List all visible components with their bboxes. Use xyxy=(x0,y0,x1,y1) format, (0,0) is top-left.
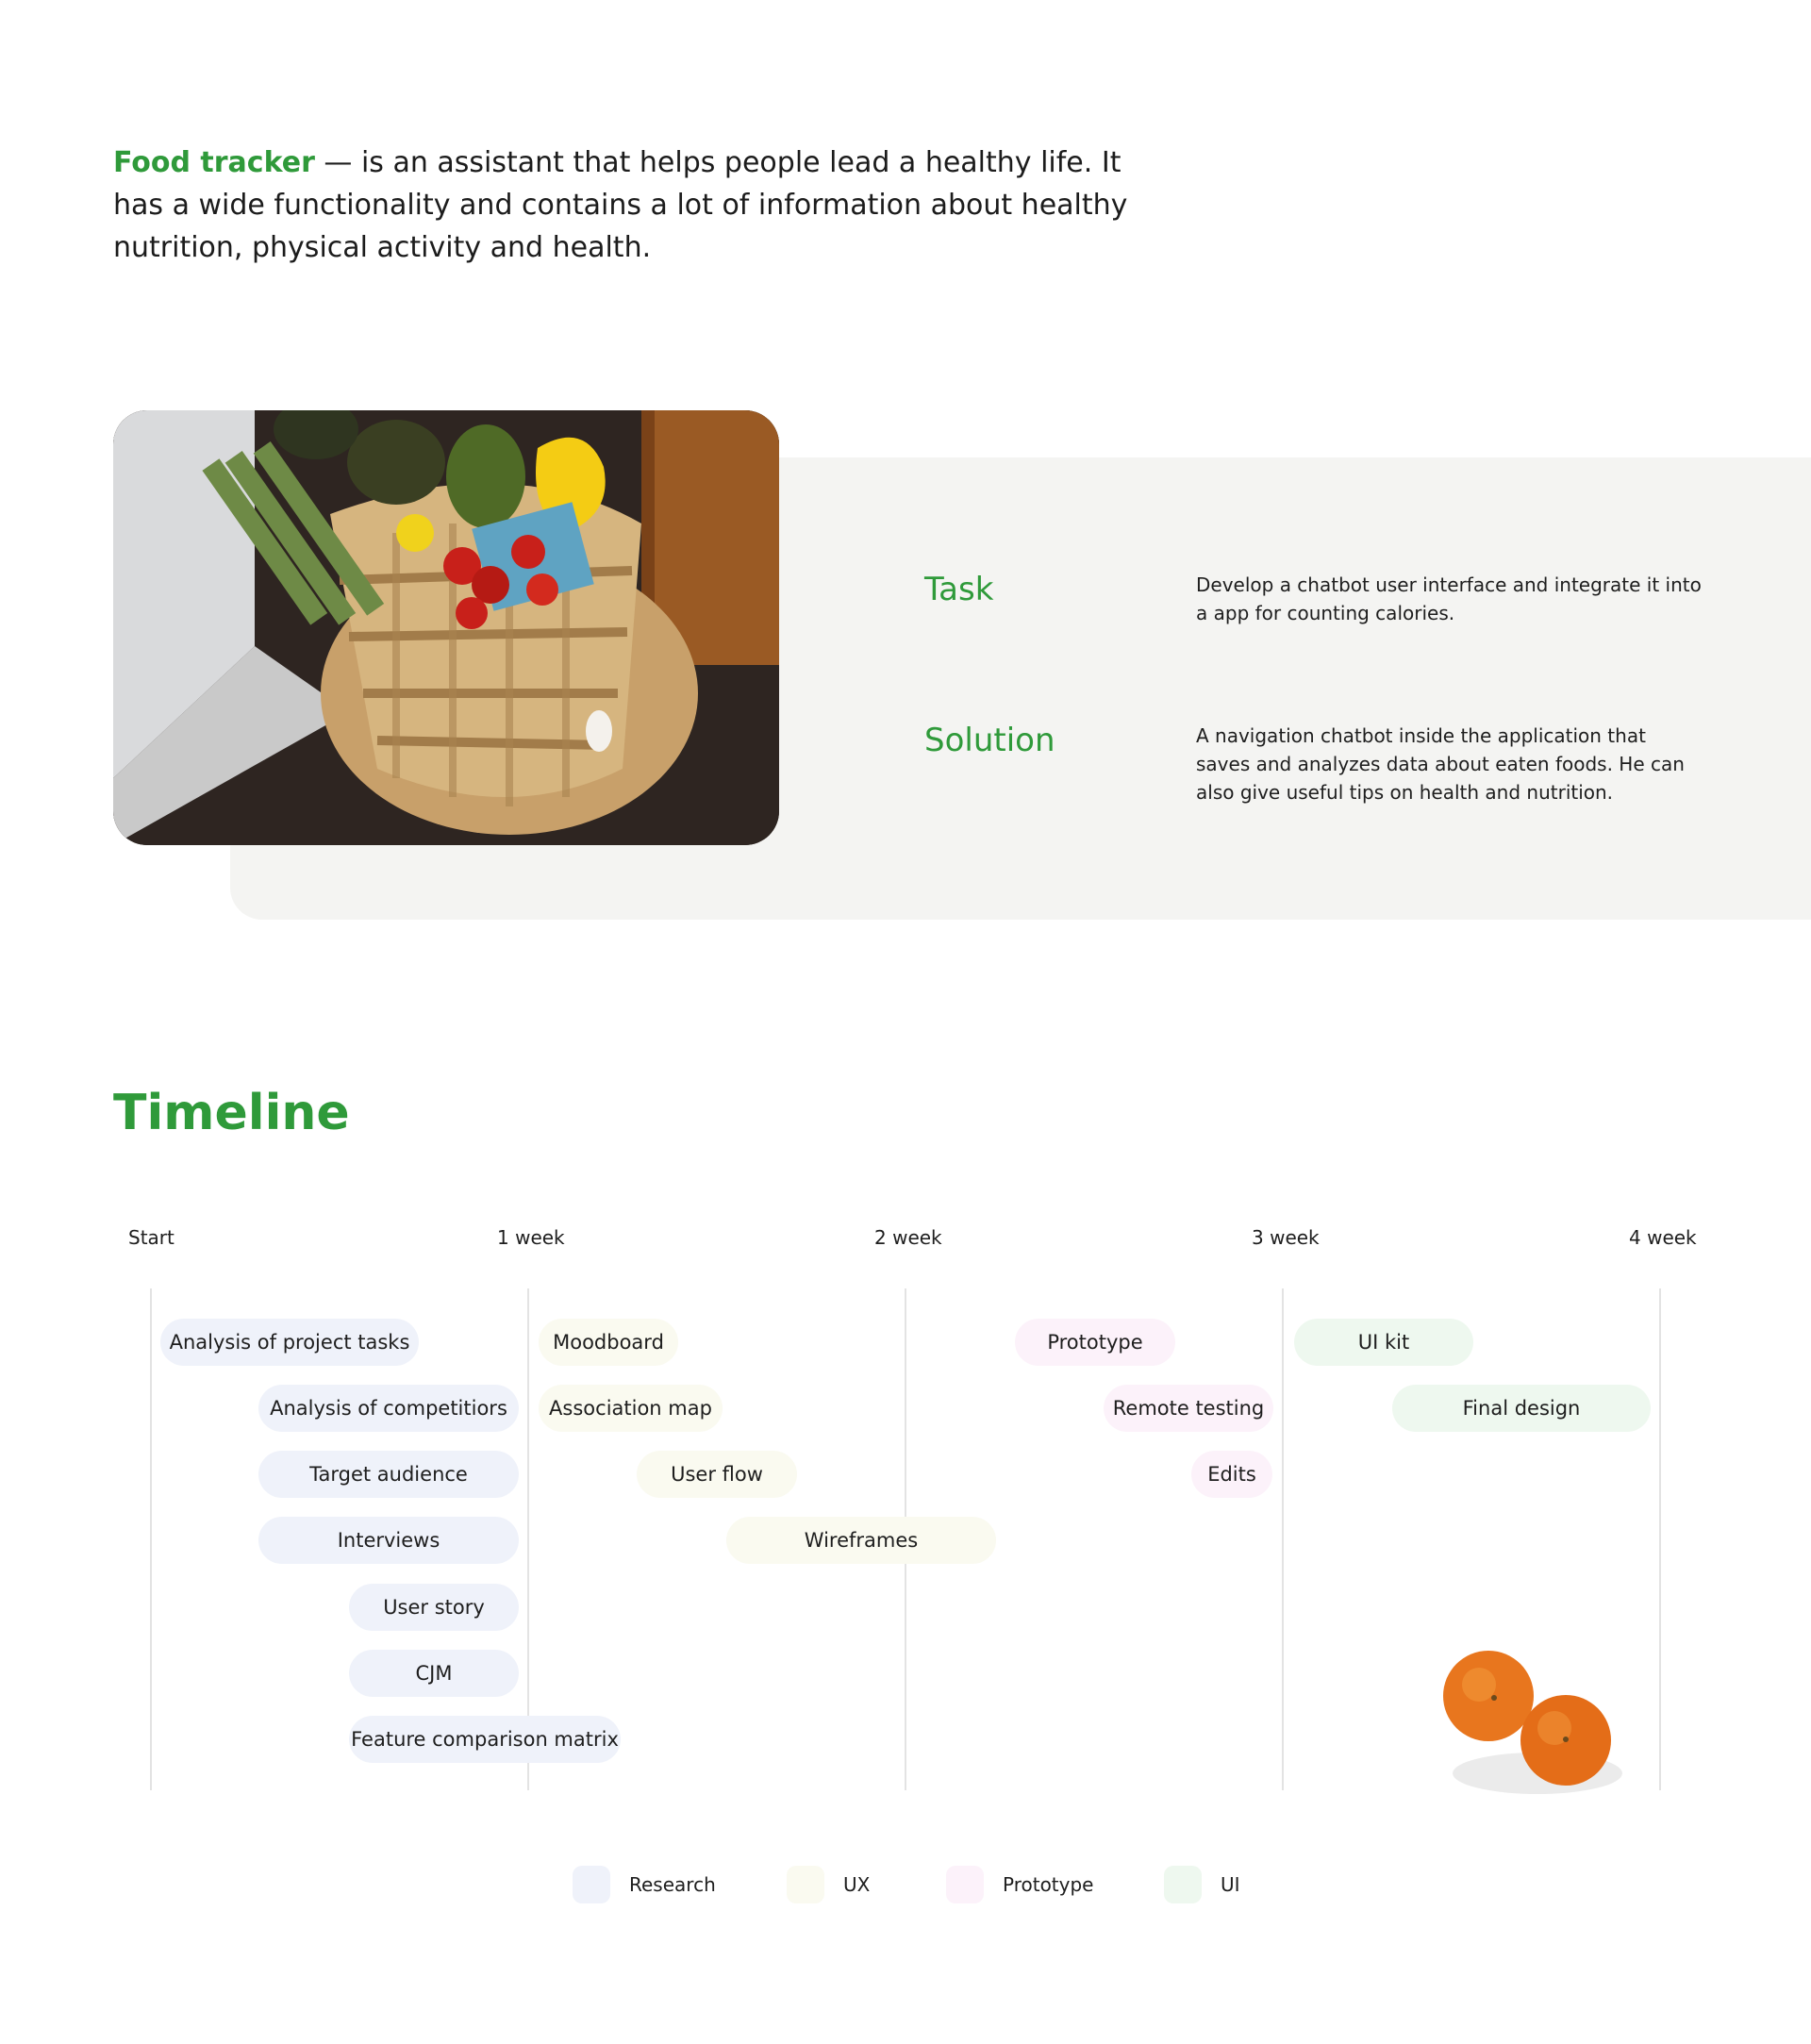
legend-label-research: Research xyxy=(629,1873,716,1896)
oranges-photo xyxy=(1434,1641,1632,1802)
task-moodboard: Moodboard xyxy=(539,1319,678,1366)
task-analysis-of-project-tasks: Analysis of project tasks xyxy=(160,1319,419,1366)
timeline-title: Timeline xyxy=(113,1085,350,1141)
legend-swatch-prototype xyxy=(946,1866,984,1903)
legend-swatch-ui xyxy=(1164,1866,1202,1903)
legend-label-ui: UI xyxy=(1221,1873,1240,1896)
axis-label-week-4: 4 week xyxy=(1629,1226,1697,1249)
task-edits: Edits xyxy=(1191,1451,1272,1498)
brand-name: Food tracker xyxy=(113,146,315,179)
legend-swatch-ux xyxy=(787,1866,824,1903)
task-target-audience: Target audience xyxy=(258,1451,519,1498)
axis-label-start: Start xyxy=(128,1226,174,1249)
task-user-flow: User flow xyxy=(637,1451,797,1498)
gridline-start xyxy=(150,1288,152,1790)
task-interviews: Interviews xyxy=(258,1517,519,1564)
solution-title: Solution xyxy=(924,722,1055,759)
gridline-week-4 xyxy=(1659,1288,1661,1790)
axis-label-week-2: 2 week xyxy=(874,1226,942,1249)
axis-label-week-3: 3 week xyxy=(1252,1226,1320,1249)
task-remote-testing: Remote testing xyxy=(1104,1385,1273,1432)
gridline-week-3 xyxy=(1282,1288,1284,1790)
intro-paragraph xyxy=(113,141,1151,269)
task-user-story: User story xyxy=(349,1584,519,1631)
task-analysis-of-competitors: Analysis of competitiors xyxy=(258,1385,519,1432)
solution-description: A navigation chatbot inside the application that saves and analyzes data about eaten foods. He can also give useful tips on health and nutrition. xyxy=(1196,724,1685,804)
legend-label-prototype: Prototype xyxy=(1003,1873,1094,1896)
legend-label-ux: UX xyxy=(843,1873,871,1896)
task-ui-kit: UI kit xyxy=(1294,1319,1473,1366)
task-cjm: CJM xyxy=(349,1650,519,1697)
axis-label-week-1: 1 week xyxy=(497,1226,565,1249)
task-association-map: Association map xyxy=(539,1385,723,1432)
task-wireframes: Wireframes xyxy=(726,1517,996,1564)
legend-swatch-research xyxy=(573,1866,610,1903)
task-prototype: Prototype xyxy=(1015,1319,1175,1366)
task-feature-comparison-matrix: Feature comparison matrix xyxy=(349,1716,621,1763)
task-description: Develop a chatbot user interface and integrate it into a app for counting calories. xyxy=(1196,573,1702,624)
intro-text: — is an assistant that helps people lead a healthy life. It has a wide functionality and contains a lot of information about healthy nutrition, physical activity and health. xyxy=(113,146,1128,264)
task-final-design: Final design xyxy=(1392,1385,1651,1432)
vegetable-basket-photo xyxy=(113,410,779,845)
task-title: Task xyxy=(924,571,994,608)
